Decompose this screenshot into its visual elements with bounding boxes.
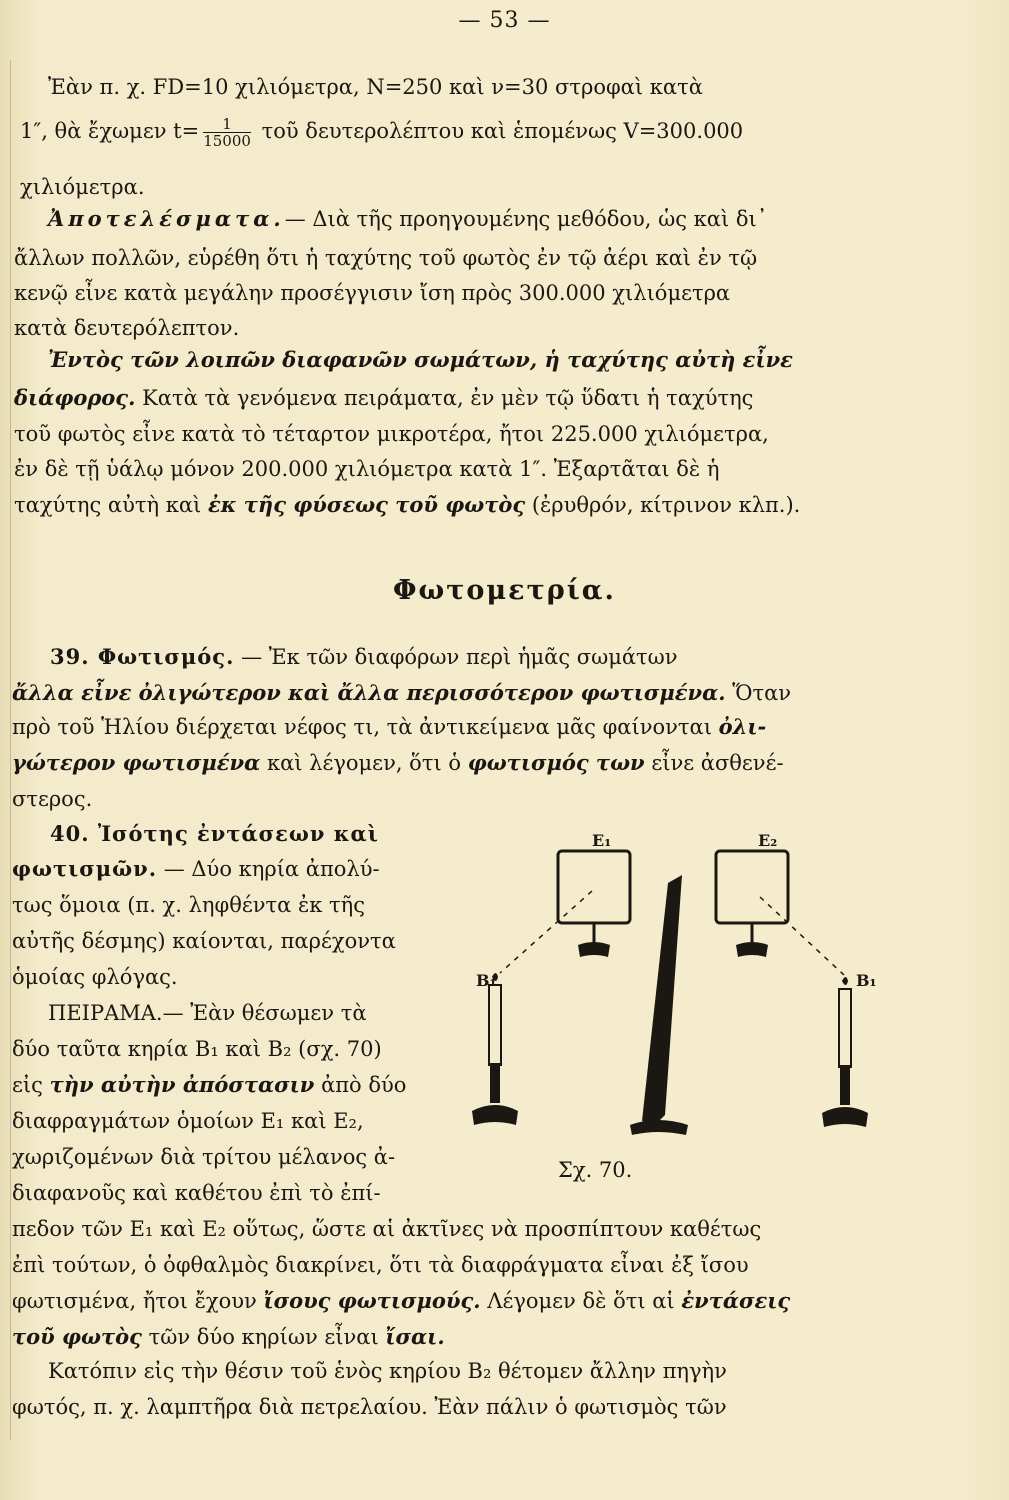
s40-title-line xyxy=(50,819,379,849)
s39-line-5: στερος. xyxy=(12,787,93,811)
transparent-line-5 xyxy=(14,490,800,520)
s40-title: 40. Ἰσότης ἐντάσεων καὶ xyxy=(50,821,379,846)
s40-title-2: φωτισμῶν. xyxy=(12,856,158,881)
s40-exp-line-3a: εἰς xyxy=(12,1073,43,1097)
results-line-4: κατὰ δευτερόλεπτον. xyxy=(14,316,240,340)
s40-exp-line-4: διαφραγμάτων ὁμοίων Ε₁ καὶ Ε₂, xyxy=(12,1109,364,1133)
transparent-bold-1: Ἐντὸς τῶν λοιπῶν διαφανῶν σωμάτων, ἡ ταχύτης αὐτὴ εἶνε xyxy=(48,347,793,372)
s40-exp-line-8: ἐπὶ τούτων, ὁ ὀφθαλμὸς διακρίνει, ὅτι τὰ διαφράγματα εἶναι ἐξ ἴσου xyxy=(12,1253,749,1277)
screen-e2 xyxy=(716,851,788,957)
s40-exp-line-9b: ἴσους φωτισμούς. xyxy=(263,1288,481,1313)
results-title: Ἀποτελέσματα. xyxy=(48,206,285,231)
transparent-line-5b: ἐκ τῆς φύσεως τοῦ φωτὸς xyxy=(207,492,526,517)
fraction-denominator: 15000 xyxy=(203,132,251,150)
s40-line-2: τως ὅμοια (π. χ. ληφθέντα ἐκ τῆς xyxy=(12,893,366,917)
results-line-3: κενῷ εἶνε κατὰ μεγάλην προσέγγισιν ἴση πρὸς 300.000 χιλιόμετρα xyxy=(14,281,731,305)
s40-line-1 xyxy=(12,854,380,884)
s40-exp-line-10c: ἴσαι. xyxy=(385,1324,445,1349)
transparent-line-5a: ταχύτης αὐτὴ καὶ xyxy=(14,493,202,517)
s40-exp-line-10 xyxy=(12,1322,445,1352)
intro-line-2a: 1″, θὰ ἔχωμεν t= xyxy=(20,119,200,143)
figure-caption: Σχ. 70. xyxy=(558,1158,633,1182)
intro-line-2b: τοῦ δευτερολέπτου καὶ ἑπομένως V=300.000 xyxy=(261,119,744,143)
experiment-label: ΠΕΙΡΑΜΑ. xyxy=(48,1001,163,1025)
s39-line-3 xyxy=(12,712,766,742)
s39-line-2-text: Ὅταν xyxy=(732,681,792,705)
page-binding-edge xyxy=(0,60,11,1440)
s40-line-1-text: — Δύο κηρία ἀπολύ- xyxy=(163,857,380,881)
transparent-line-3: τοῦ φωτὸς εἶνε κατὰ τὸ τέταρτον μικροτέρα, ἤτοι 225.000 χιλιόμετρα, xyxy=(14,422,769,446)
s40-exp-line-9 xyxy=(12,1286,790,1316)
s40-exp-line-1 xyxy=(48,998,367,1028)
s39-line-4b: καὶ λέγομεν, ὅτι ὁ xyxy=(266,751,461,775)
candle-b1 xyxy=(472,973,518,1125)
transparent-line-1 xyxy=(48,345,793,375)
s40-final-line-1: Κατόπιν εἰς τὴν θέσιν τοῦ ἑνὸς κηρίου Β₂ θέτομεν ἄλλην πηγὴν xyxy=(48,1359,727,1383)
screen-e1 xyxy=(558,851,630,957)
candle-b2 xyxy=(822,977,868,1127)
s40-exp-line-7: πεδον τῶν Ε₁ καὶ Ε₂ οὕτως, ὥστε αἱ ἀκτῖνες νὰ προσπίπτουν καθέτως xyxy=(12,1217,762,1241)
s40-exp-line-10a: τοῦ φωτὸς xyxy=(12,1324,142,1349)
s39-line-4 xyxy=(12,748,784,778)
s40-exp-line-10b: τῶν δύο κηρίων εἶναι xyxy=(148,1325,379,1349)
s39-line-3-bold: ὀλι- xyxy=(718,714,767,739)
s40-exp-line-3 xyxy=(12,1070,406,1100)
transparent-line-2 xyxy=(14,383,753,413)
results-line-1-text: — Διὰ τῆς προηγουμένης μεθόδου, ὡς καὶ δι᾿ xyxy=(284,207,768,231)
results-line-2: ἄλλων πολλῶν, εὑρέθη ὅτι ἡ ταχύτης τοῦ φωτὸς ἐν τῷ ἀέρι καὶ ἐν τῷ xyxy=(14,246,758,270)
fraction-numerator: 1 xyxy=(203,116,251,133)
s40-exp-line-9a: φωτισμένα, ἤτοι ἔχουν xyxy=(12,1289,257,1313)
label-b1: B₁ xyxy=(476,971,497,990)
fraction xyxy=(203,116,251,149)
figure-70 xyxy=(470,825,890,1190)
label-e2: E₂ xyxy=(758,831,778,850)
section-heading: Φωτομετρία. xyxy=(393,575,616,606)
page-number: — 53 — xyxy=(458,8,551,33)
s39-line-4c: φωτισμός των xyxy=(467,750,645,775)
s39-line-1-text: — Ἐκ τῶν διαφόρων περὶ ἡμᾶς σωμάτων xyxy=(241,645,678,669)
s39-line-2-bold: ἄλλα εἶνε ὀλιγώτερον καὶ ἄλλα περισσότερον φωτισμένα. xyxy=(12,680,726,705)
s39-title: 39. Φωτισμός. xyxy=(50,644,235,669)
s40-exp-line-9c: Λέγομεν δὲ ὅτι αἱ xyxy=(487,1289,675,1313)
s40-exp-line-9d: ἐντάσεις xyxy=(681,1288,791,1313)
intro-line-3: χιλιόμετρα. xyxy=(20,175,145,199)
intro-line-2 xyxy=(20,116,743,149)
dark-partition xyxy=(642,875,682,1125)
results-line-1 xyxy=(48,204,767,234)
s40-exp-line-1-text: — Ἐὰν θέσωμεν τὰ xyxy=(162,1001,367,1025)
s40-final-line-2: φωτός, π. χ. λαμπτῆρα διὰ πετρελαίου. Ἐὰν πάλιν ὁ φωτισμὸς τῶν xyxy=(12,1395,727,1419)
s40-line-4: ὁμοίας φλόγας. xyxy=(12,965,178,989)
s39-line-4a: γώτερον φωτισμένα xyxy=(12,750,261,775)
intro-line-1: Ἐὰν π. χ. FD=10 χιλιόμετρα, N=250 καὶ ν=30 στροφαὶ κατὰ xyxy=(48,75,703,99)
transparent-line-5c: (ἐρυθρόν, κίτρινον κλπ.). xyxy=(531,493,801,517)
transparent-line-4: ἐν δὲ τῇ ὑάλῳ μόνον 200.000 χιλιόμετρα κατὰ 1″. Ἐξαρτᾶται δὲ ἡ xyxy=(14,457,720,481)
s39-line-4d: εἶνε ἀσθενέ- xyxy=(651,751,784,775)
label-e1: E₁ xyxy=(592,831,612,850)
s39-line-2 xyxy=(12,678,791,708)
s40-exp-line-3c: ἀπὸ δύο xyxy=(321,1073,407,1097)
s40-exp-line-2: δύο ταῦτα κηρία Β₁ καὶ Β₂ (σχ. 70) xyxy=(12,1037,382,1061)
s40-exp-line-3b: τὴν αὐτὴν ἀπόστασιν xyxy=(49,1072,315,1097)
transparent-bold-2: διάφορος. xyxy=(14,385,136,410)
figure-illustration xyxy=(470,825,890,1155)
s40-line-3: αὐτῆς δέσμης) καίονται, παρέχοντα xyxy=(12,929,396,953)
label-b2: B₁ xyxy=(856,971,877,990)
s40-exp-line-5: χωριζομένων διὰ τρίτου μέλανος ἀ- xyxy=(12,1145,396,1169)
s40-exp-line-6: διαφανοῦς καὶ καθέτου ἐπὶ τὸ ἐπί- xyxy=(12,1181,381,1205)
s39-line-1 xyxy=(50,642,678,672)
transparent-line-2-text: Κατὰ τὰ γενόμενα πειράματα, ἐν μὲν τῷ ὕδατι ἡ ταχύτης xyxy=(142,386,754,410)
s39-line-3-text: πρὸ τοῦ Ἡλίου διέρχεται νέφος τι, τὰ ἀντικείμενα μᾶς φαίνονται xyxy=(12,715,712,739)
